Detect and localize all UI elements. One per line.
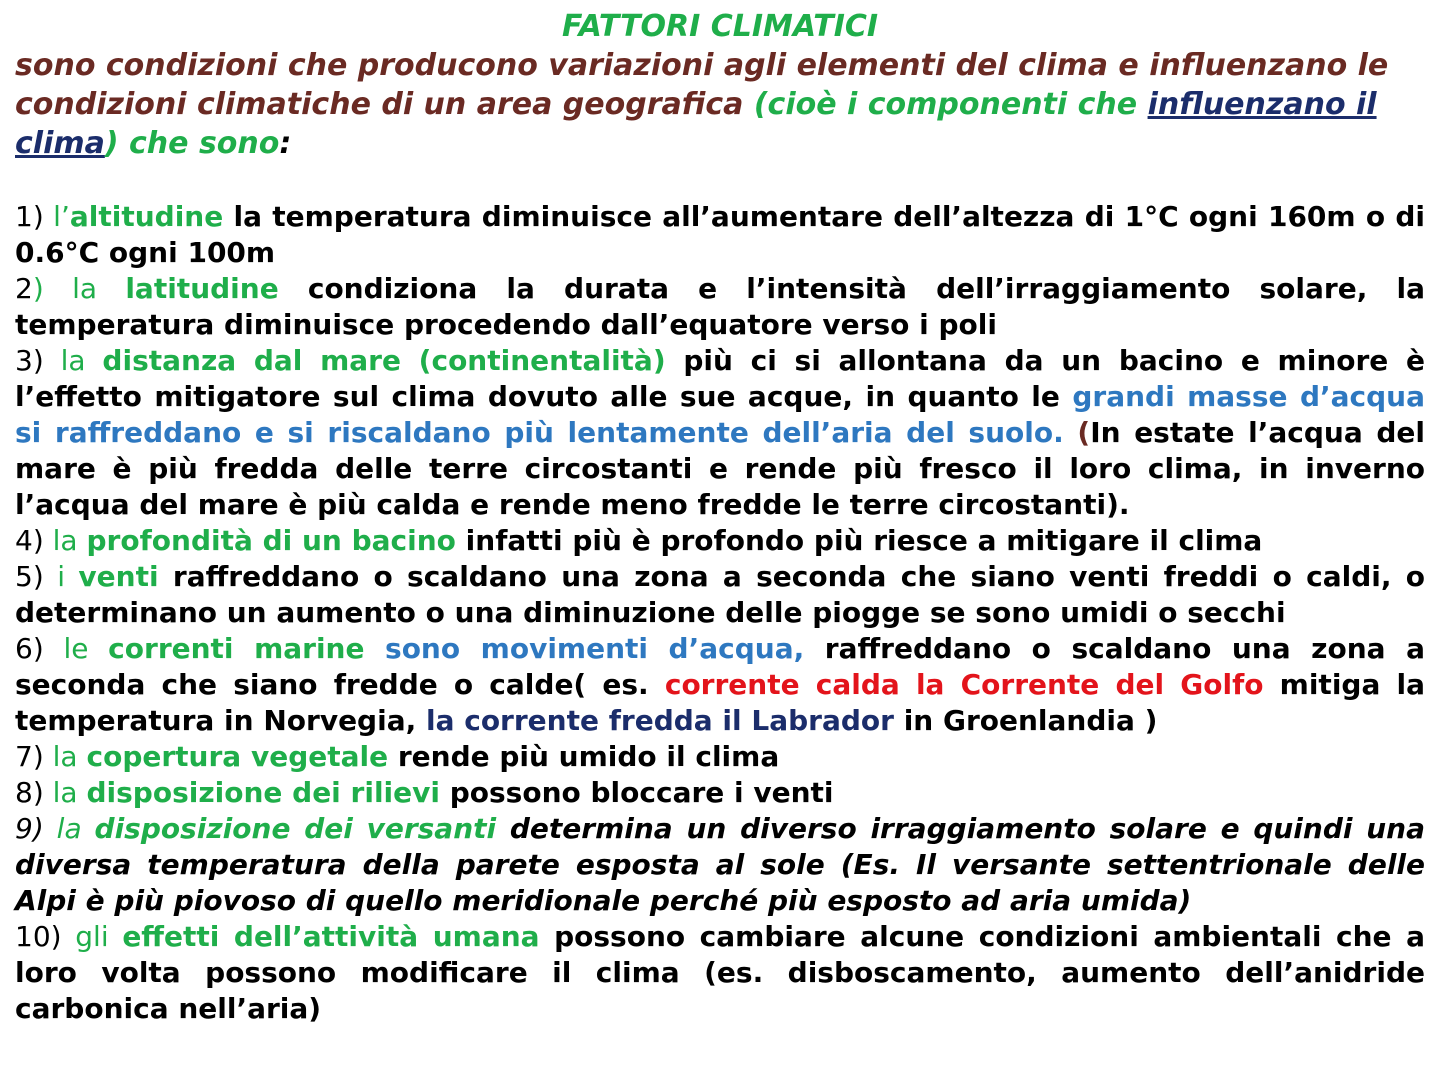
item-number: 5)	[15, 560, 44, 593]
item-highlight-red: corrente calda la Corrente del Golfo	[664, 668, 1264, 701]
intro-underlined: influenzano il clima	[15, 87, 1377, 161]
item-article: le	[43, 632, 109, 665]
item-description: possono cambiare alcune condizioni ambientali che a loro volta possono modificare il clima (es. disboscamento, aumento dell’anidride carbonica nell’aria)	[15, 920, 1425, 1025]
item-number: 3)	[15, 344, 44, 377]
item-description: determina un diverso irraggiamento solare e quindi una diversa temperatura della parete esposta al sole (Es. Il versante settentrionale delle Alpi è più piovoso di quello meridionale perché più esposto ad aria umida)	[15, 812, 1426, 917]
list-item	[15, 559, 1425, 631]
item-factor: correnti marine	[108, 632, 365, 665]
item-number: 7)	[15, 740, 44, 773]
list-item	[15, 271, 1425, 343]
item-article: l’	[53, 200, 70, 233]
list-item	[15, 775, 1425, 811]
item-number: 1)	[15, 200, 44, 233]
item-highlight-blue: grandi masse d’acqua si raffreddano e si riscaldano più lentamente dell’aria del suolo.	[15, 380, 1425, 449]
item-description: possono bloccare i venti	[439, 776, 834, 809]
item-factor: distanza dal mare (continentalità)	[102, 344, 666, 377]
item-highlight-navy: la corrente fredda il Labrador	[425, 704, 894, 737]
item-example: In estate l’acqua del mare è più fredda delle terre circostanti e rende più fresco il loro clima, in inverno l’acqua del mare è più calda e rende meno fredde le terre circostanti).	[15, 416, 1426, 521]
intro-definition: sono condizioni che producono variazioni agli elementi del clima e influenzano le condizioni climatiche di un area geografica	[15, 48, 1389, 122]
list-item	[15, 199, 1425, 271]
item-description: mitiga la temperatura in Norvegia,	[15, 668, 1426, 737]
item-description: raffreddano o scaldano una zona a seconda che siano fredde o calde( es.	[15, 632, 1425, 701]
item-description: rende più umido il clima	[388, 740, 780, 773]
item-article: la	[43, 524, 87, 557]
item-paren: (	[1063, 416, 1091, 449]
item-description: raffreddano o scaldano una zona a seconda che siano venti freddi o caldi, o determinano un aumento o una diminuzione delle piogge se sono umidi o secchi	[15, 560, 1425, 629]
item-number: 10)	[15, 920, 62, 953]
item-article: la	[43, 740, 87, 773]
item-factor: venti	[78, 560, 159, 593]
item-number: 2	[15, 272, 33, 305]
item-factor: altitudine	[69, 200, 224, 233]
item-number: 8)	[15, 776, 44, 809]
list-item	[15, 523, 1425, 559]
item-article: la	[43, 812, 95, 845]
item-article: gli	[61, 920, 123, 953]
item-description: la temperatura diminuisce all’aumentare dell’altezza di 1°C ogni 160m o di 0.6°C ogni 100m	[15, 200, 1425, 269]
item-factor: profondità di un bacino	[86, 524, 456, 557]
item-factor: latitudine	[125, 272, 279, 305]
item-factor: copertura vegetale	[86, 740, 389, 773]
list-item	[15, 343, 1425, 523]
page-title: FATTORI CLIMATICI	[561, 9, 879, 44]
item-number: 4)	[15, 524, 44, 557]
item-factor: effetti dell’attività umana	[122, 920, 540, 953]
item-description: in Groenlandia )	[893, 704, 1158, 737]
item-article: la	[43, 344, 103, 377]
item-article: )	[32, 272, 44, 305]
item-factor: disposizione dei rilievi	[86, 776, 440, 809]
item-article: i	[43, 560, 79, 593]
intro-tail: ) che sono	[104, 126, 280, 161]
item-description: infatti più è profondo più riesce a mitigare il clima	[455, 524, 1263, 557]
item-highlight-blue: sono movimenti d’acqua,	[364, 632, 805, 665]
item-article: la	[43, 776, 87, 809]
list-item	[15, 631, 1425, 739]
list-item	[15, 919, 1425, 1027]
list-item	[15, 811, 1425, 919]
item-number: 9)	[15, 812, 44, 845]
item-article	[44, 200, 53, 233]
item-description: condiziona la durata e l’intensità dell’irraggiamento solare, la temperatura diminuisce procedendo dall’equatore verso i poli	[15, 272, 1425, 341]
intro-parenthetical: (cioè i componenti che	[753, 87, 1138, 122]
intro-colon: :	[279, 126, 292, 161]
factor-list	[15, 199, 1425, 1027]
intro-paragraph	[15, 46, 1425, 163]
item-description: più ci si allontana da un bacino e minore è l’effetto mitigatore sul clima dovuto alle sue acque, in quanto le	[15, 344, 1425, 413]
list-item	[15, 739, 1425, 775]
item-article: la	[43, 272, 126, 305]
item-number: 6)	[15, 632, 44, 665]
item-factor: disposizione dei versanti	[94, 812, 497, 845]
